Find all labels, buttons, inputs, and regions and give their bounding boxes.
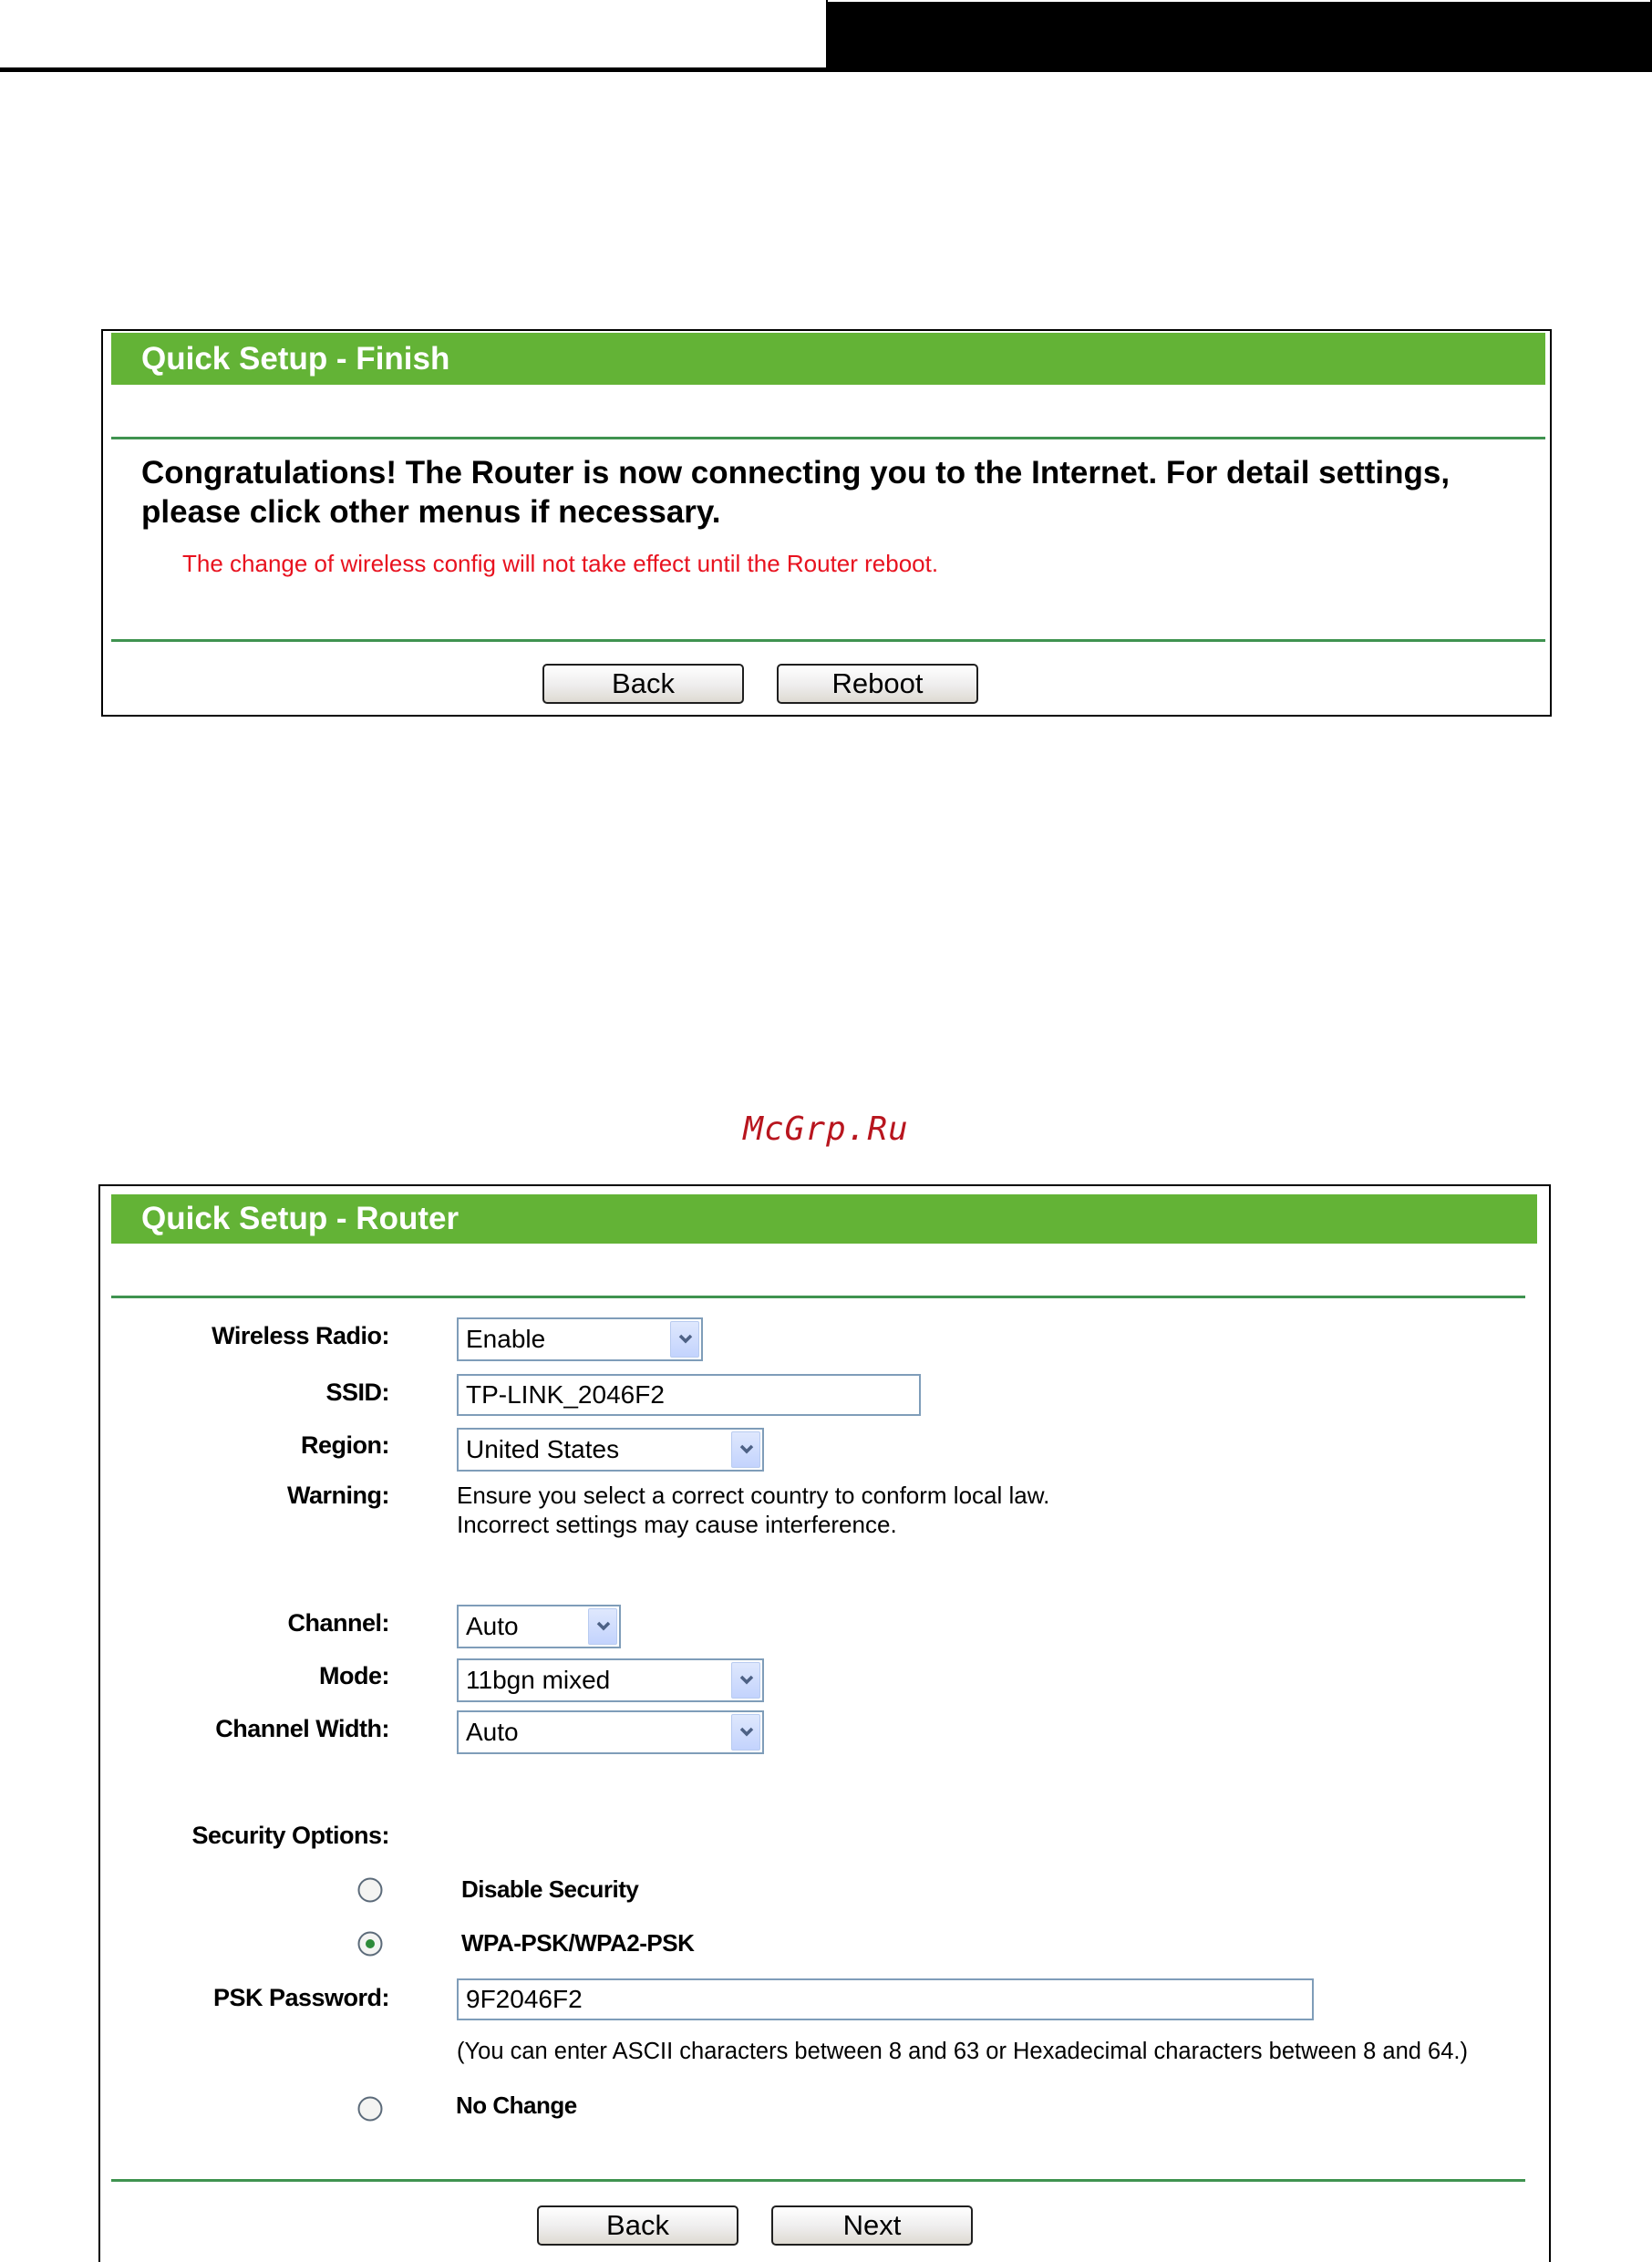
ssid-input[interactable] xyxy=(457,1374,921,1416)
channel-width-label: Channel Width: xyxy=(215,1715,389,1742)
reboot-button[interactable]: Reboot xyxy=(777,664,978,704)
no-change-radio[interactable] xyxy=(356,2095,384,2123)
mode-value: 11bgn mixed xyxy=(466,1666,611,1694)
next-button[interactable]: Next xyxy=(771,2205,973,2246)
psk-password-label: PSK Password: xyxy=(212,1984,389,2011)
header-block xyxy=(826,0,1652,67)
channel-label: Channel: xyxy=(287,1609,389,1637)
channel-width-value: Auto xyxy=(466,1718,519,1746)
channel-width-select[interactable] xyxy=(457,1710,764,1754)
watermark-text: McGrp.Ru xyxy=(743,1110,909,1148)
warning-label: Warning: xyxy=(287,1482,389,1509)
channel-select[interactable] xyxy=(457,1605,621,1648)
no-change-label: No Change xyxy=(456,2092,577,2119)
wpa-psk-label: WPA-PSK/WPA2-PSK xyxy=(461,1929,695,1957)
finish-top-rule xyxy=(111,437,1545,439)
psk-hint: (You can enter ASCII characters between 8 and 63 or Hexadecimal characters between 8 and 64.) xyxy=(457,2039,1468,2064)
finish-back-button[interactable]: Back xyxy=(542,664,744,704)
finish-panel-title: Quick Setup - Finish xyxy=(111,333,1545,385)
router-bottom-rule xyxy=(111,2179,1525,2182)
mode-label: Mode: xyxy=(319,1662,389,1689)
chevron-down-icon xyxy=(731,1431,760,1468)
region-warning-line2: Incorrect settings may cause interference. xyxy=(457,1511,897,1538)
wireless-radio-label: Wireless Radio: xyxy=(212,1322,389,1349)
channel-value: Auto xyxy=(466,1612,519,1640)
psk-password-input[interactable] xyxy=(457,1978,1314,2020)
disable-security-radio[interactable] xyxy=(356,1876,384,1904)
chevron-down-icon xyxy=(731,1714,760,1751)
wireless-radio-select[interactable] xyxy=(457,1317,703,1361)
reboot-warning: The change of wireless config will not take effect until the Router reboot. xyxy=(182,550,939,577)
finish-message-line1: Congratulations! The Router is now connecting you to the Internet. For detail settings, xyxy=(141,455,1451,491)
region-select[interactable] xyxy=(457,1428,764,1472)
chevron-down-icon xyxy=(670,1321,699,1358)
wpa-psk-radio[interactable] xyxy=(356,1930,384,1957)
region-label: Region: xyxy=(301,1431,389,1459)
security-options-label: Security Options: xyxy=(191,1822,389,1849)
chevron-down-icon xyxy=(588,1608,617,1645)
disable-security-label: Disable Security xyxy=(461,1875,639,1903)
router-top-rule xyxy=(111,1296,1525,1298)
region-warning-line1: Ensure you select a correct country to conform local law. xyxy=(457,1482,1050,1509)
chevron-down-icon xyxy=(731,1662,760,1699)
header-block-line xyxy=(828,0,1650,2)
wireless-radio-value: Enable xyxy=(466,1325,546,1353)
router-back-button[interactable]: Back xyxy=(537,2205,738,2246)
header-rule xyxy=(0,67,1652,72)
finish-bottom-rule xyxy=(111,639,1545,642)
finish-message-line2: please click other menus if necessary. xyxy=(141,494,721,530)
region-value: United States xyxy=(466,1435,620,1463)
ssid-label: SSID: xyxy=(325,1379,389,1406)
router-panel-title: Quick Setup - Router xyxy=(111,1194,1537,1244)
mode-select[interactable] xyxy=(457,1658,764,1702)
